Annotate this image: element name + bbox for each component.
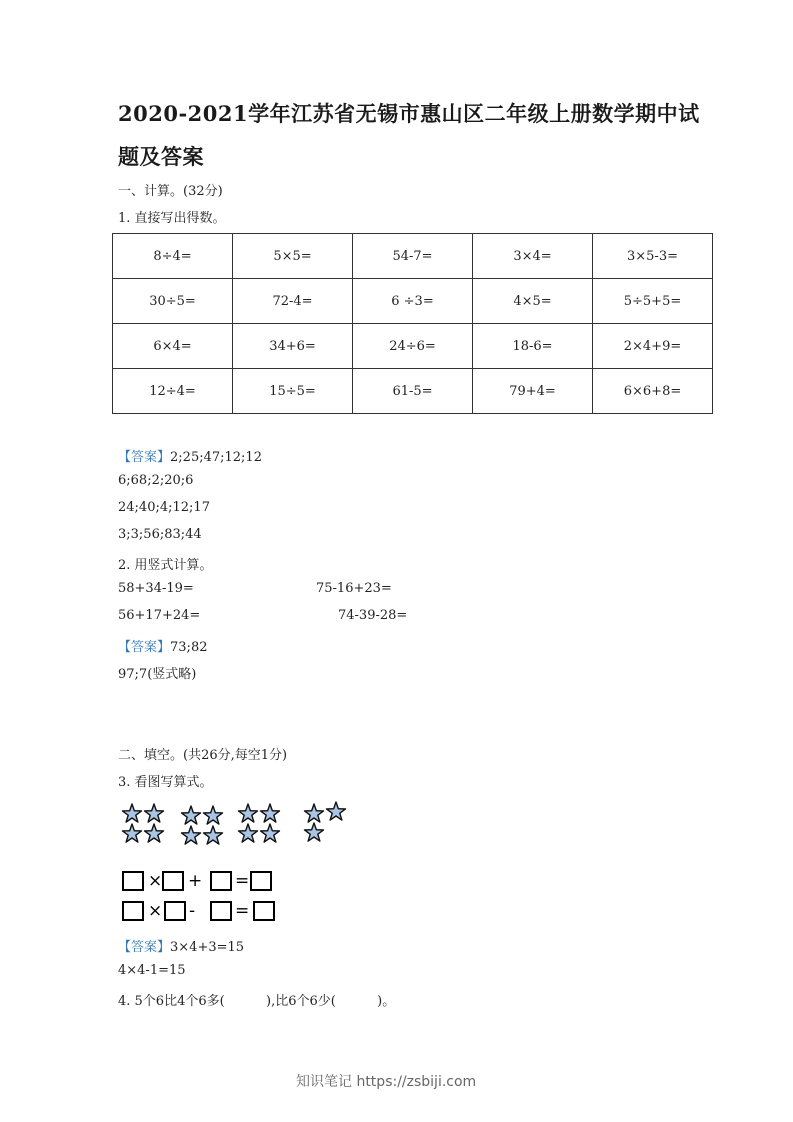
- answer-box: [250, 871, 272, 891]
- table-row: [113, 324, 713, 369]
- q2-expr-2: 75-16+23=: [316, 581, 392, 596]
- table-cell: 6×6+8=: [593, 369, 713, 414]
- answer-box: [164, 901, 186, 921]
- answer-text: 2;25;47;12;12: [170, 450, 262, 465]
- q2-answer-line-2: 97;7(竖式略): [118, 667, 197, 682]
- answer-tag: 【答案】: [118, 940, 171, 955]
- table-cell: 12÷4=: [113, 369, 233, 414]
- star-icon: [238, 804, 257, 822]
- q1-label: 1. 直接写出得数。: [118, 211, 226, 226]
- q3-answer-line-2: 4×4-1=15: [118, 963, 186, 978]
- page-title-line2: 题及答案: [118, 144, 204, 169]
- section1-heading: 一、计算。(32分): [118, 184, 223, 199]
- table-cell: 3×5-3=: [593, 234, 713, 279]
- operator-symbol: +: [188, 871, 203, 891]
- star-icon: [181, 806, 200, 824]
- table-cell: 18-6=: [473, 324, 593, 369]
- star-icon: [238, 824, 257, 842]
- answer-box: [122, 871, 144, 891]
- q2-label: 2. 用竖式计算。: [118, 558, 213, 573]
- answer-box: [162, 871, 184, 891]
- table-cell: 3×4=: [473, 234, 593, 279]
- star-icon: [122, 804, 141, 822]
- star-icon: [181, 826, 200, 844]
- q1-answer-line-1: [118, 446, 262, 465]
- operator-symbol: ×: [148, 871, 163, 891]
- q2-expr-1: 58+34-19=: [118, 581, 194, 596]
- q1-answer-line-4: 3;3;56;83;44: [118, 527, 202, 542]
- star-icon: [304, 804, 323, 822]
- operator-symbol: -: [189, 901, 196, 921]
- section2-heading: 二、填空。(共26分,每空1分): [118, 748, 288, 763]
- star-icon: [122, 824, 141, 842]
- star-icon: [304, 823, 323, 841]
- answer-box: [210, 871, 232, 891]
- table-cell: 61-5=: [353, 369, 473, 414]
- answer-tag: 【答案】: [118, 640, 171, 655]
- table-cell: 6 ÷3=: [353, 279, 473, 324]
- table-cell: 79+4=: [473, 369, 593, 414]
- answer-box: [122, 901, 144, 921]
- q2-expr-3: 56+17+24=: [118, 608, 201, 623]
- star-icon: [144, 804, 163, 822]
- q1-answer-line-3: 24;40;4;12;17: [118, 500, 210, 515]
- table-cell: 24÷6=: [353, 324, 473, 369]
- q3-label: 3. 看图写算式。: [118, 775, 213, 790]
- star-group: [122, 802, 345, 844]
- q3-answer-line-1: [118, 936, 244, 955]
- answer-text: 3×4+3=15: [170, 940, 245, 955]
- star-icon: [326, 802, 345, 820]
- table-cell: 30÷5=: [113, 279, 233, 324]
- table-cell: 4×5=: [473, 279, 593, 324]
- table-cell: 15÷5=: [233, 369, 353, 414]
- table-cell: 8÷4=: [113, 234, 233, 279]
- answer-text: 73;82: [170, 640, 208, 655]
- answer-box: [253, 901, 275, 921]
- table-cell: 2×4+9=: [593, 324, 713, 369]
- table-cell: 5×5=: [233, 234, 353, 279]
- q2-answer-line-1: [118, 636, 207, 655]
- footer-watermark: 知识笔记 https://zsbiji.com: [296, 1074, 477, 1090]
- star-icon: [260, 804, 279, 822]
- table-cell: 5÷5+5=: [593, 279, 713, 324]
- operator-symbol: =: [235, 901, 250, 921]
- star-figure: [118, 800, 358, 852]
- answer-tag: 【答案】: [118, 450, 171, 465]
- operator-symbol: ×: [148, 901, 163, 921]
- table-cell: 6×4=: [113, 324, 233, 369]
- table-cell: 54-7=: [353, 234, 473, 279]
- page-title-line1: 2020-2021学年江苏省无锡市惠山区二年级上册数学期中试: [118, 101, 700, 126]
- table-cell: 72-4=: [233, 279, 353, 324]
- q2-expr-4: 74-39-28=: [338, 608, 408, 623]
- star-icon: [144, 824, 163, 842]
- star-icon: [203, 806, 222, 824]
- star-icon: [203, 826, 222, 844]
- operator-symbol: =: [235, 871, 250, 891]
- star-icon: [260, 824, 279, 842]
- table-row: [113, 234, 713, 279]
- q4-text: 4. 5个6比4个6多( ),比6个6少( )。: [118, 994, 396, 1009]
- calc-table: [112, 233, 713, 414]
- table-row: [113, 279, 713, 324]
- q1-answer-line-2: 6;68;2;20;6: [118, 473, 194, 488]
- table-row: [113, 369, 713, 414]
- table-cell: 34+6=: [233, 324, 353, 369]
- answer-box: [210, 901, 232, 921]
